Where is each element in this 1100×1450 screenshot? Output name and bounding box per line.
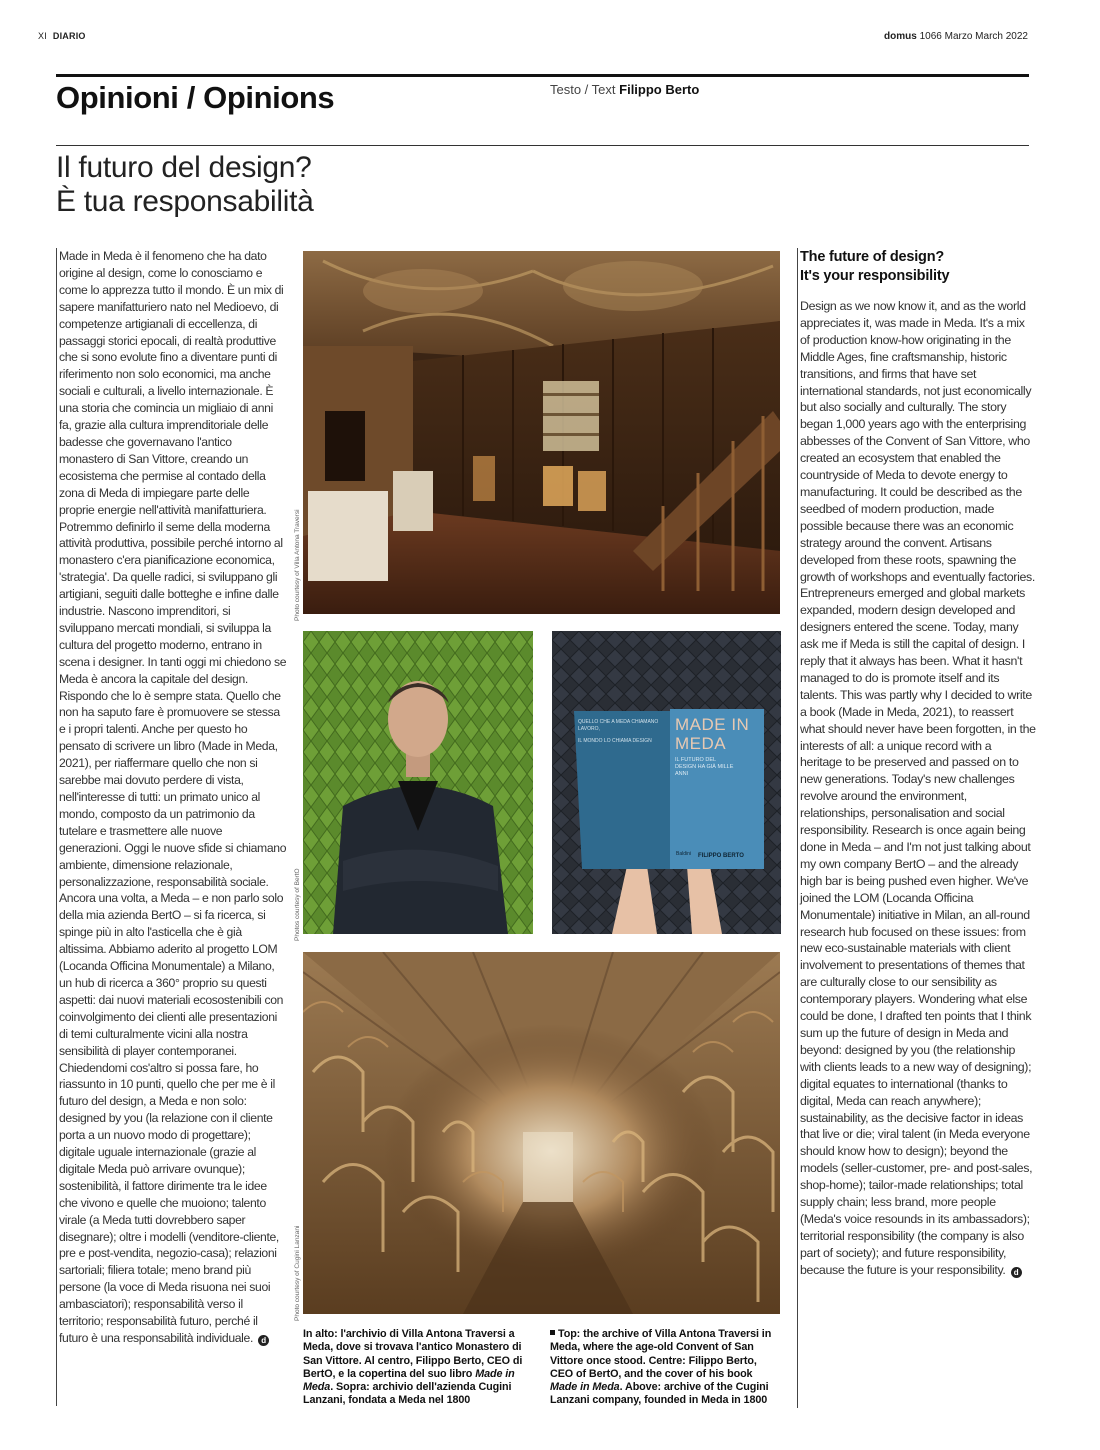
caption-italian-part-2: . Sopra: archivio dell'azienda Cugini Lanzani, fondata a Meda nel 1800 [303, 1381, 512, 1407]
book-photo [552, 631, 781, 934]
book-back-line-1: QUELLO CHE A MEDA CHIAMANO LAVORO, [578, 719, 659, 732]
english-title-line-1: The future of design? [800, 249, 945, 265]
book-publisher: Baldini [676, 851, 692, 857]
english-body-text [800, 298, 1036, 1279]
portrait-photo [303, 631, 533, 934]
folio-right [884, 31, 1028, 42]
archive-room-photo [303, 251, 780, 614]
italian-body-text [59, 248, 287, 1347]
byline-author: Filippo Berto [619, 82, 700, 97]
portrait-illustration [303, 631, 533, 934]
book-author: FILIPPO BERTO [698, 853, 744, 859]
book-title: MADE IN MEDA [675, 715, 750, 753]
section-title: Opinioni / Opinions [56, 80, 335, 115]
caption-english-part-1: Top: the archive of Villa Antona Traversi in Meda, where the age-old Convent of San Vittore once stood. Centre: Filippo Berto, CEO of BertO, and the cover of his book [550, 1328, 772, 1380]
end-mark-icon: d [258, 1335, 269, 1346]
headline-line-1: Il futuro del design? [56, 151, 312, 184]
section-label: DIARIO [52, 31, 86, 41]
italian-column [56, 248, 287, 1406]
caption-english-part-2: . Above: archive of the Cugini Lanzani company, founded in Meda in 1800 [550, 1381, 769, 1407]
caption-english [550, 1328, 782, 1408]
book-back-line-2: IL MONDO LO CHIAMA DESIGN [578, 738, 652, 744]
headline-line-2: È tua responsabilità [56, 185, 314, 218]
byline [550, 82, 699, 97]
end-mark-icon-en: d [1011, 1267, 1022, 1278]
issue-info: 1066 Marzo March 2022 [919, 31, 1028, 42]
caption-bullet-icon [550, 1330, 555, 1335]
english-title [800, 248, 1036, 286]
book-subtitle: IL FUTURO DEL DESIGN HA GIÀ MILLE ANNI [675, 757, 734, 777]
top-rule [56, 74, 1029, 77]
archive-room-illustration [303, 251, 780, 614]
english-title-line-2: It's your responsibility [800, 268, 950, 284]
photo-credit-top: Photo courtesy of Villa Antona Traversi [294, 509, 301, 621]
byline-prefix: Testo / Text [550, 82, 616, 97]
book-back-text [578, 719, 666, 745]
magazine-name: domus [884, 31, 917, 42]
english-column [797, 248, 1036, 1408]
photo-credit-bottom: Photo courtesy of Cugini Lanzani [294, 1225, 301, 1321]
page-number: XI [38, 31, 47, 41]
chair-archive-photo [303, 952, 780, 1314]
caption-english-book: Made in Meda [550, 1381, 620, 1394]
caption-italian [303, 1328, 531, 1408]
headline [56, 151, 314, 219]
chair-archive-illustration [303, 952, 780, 1314]
italian-text: Made in Meda è il fenomeno che ha dato origine al design, come lo conosciamo e come lo apprezza tutto il mondo. È un mix di sapere manifatturiero nato nel Medioevo, di competenze artigianali di eccellenza, di passaggi storici epocali, di realtà produttive che si sono evolute fino a diventare punti di riferimento non solo economici, ma anche sociali e culturali, a livello internazionale. È una storia che comincia un migliaio di anni fa, grazie alla cultura imprenditoriale delle badesse che governavano l'antico monastero di San Vittore, creando un ecosistema che permise al contado della zona di Meda di impiegare parte delle proprie energie nell'attività manifatturiera. Potremmo definirlo il seme della moderna attività produttiva, possibile perché intorno al monastero c'era pianificazione economica, 'strategia'. Da quelle radici, si sviluppano gli artigiani, seguiti dalle botteghe e infine dalle industrie. Nascono imprenditori, si sviluppano mercati mondiali, si sviluppa la cultura del progetto moderno, entrano in scena i designer. In tanti oggi mi chiedono se Meda è ancora la capitale del design. Rispondo che lo è sempre stata. Quello che non ha saputo fare è promuovere se stessa e i propri talenti. Anche per questo ho pensato di scrivere un libro (Made in Meda, 2021), per riaffermare quello che non si sarebbe mai dovuto perdere di vista, nell'interesse di tutti: un primato unico al mondo, composto da un patrimonio da tutelare e trasmettere alle nuove generazioni. Oggi le nuove sfide si chiamano ambiente, dimensione relazionale, personalizzazione, responsabilità sociale. Ancora una volta, a Meda – e non parlo solo della mia azienda BertO – si fa ricerca, si spinge più in alto l'asticella che è già altissima. Abbiamo aderito al progetto LOM (Locanda Officina Monumentale) a Milano, un hub di ricerca a 360° proprio su questi aspetti: dai nuovi materiali ecosostenibili con coinvolgimento dei clienti alle presentazioni di temi culturalmente vicini alla nostra sensibilità di player contemporanei. Chiedendomi cos'altro si possa fare, ho riassunto in 10 punti, quello che per me è il futuro del design, a Meda e non solo: designed by you (la relazione con il cliente porta a un nuovo modo di progettare); digitale uguale internazionale (grazie al digitale Meda può arrivare ovunque); sostenibilità, il fattore dirimente tra le idee che vivono e quelle che muoiono; talento virale (a Meda tutti dovrebbero saper disegnare); oltre i modelli (venditore-cliente, pre e post-vendita, negozio-casa); relazioni sartoriali; filiera totale; meno brand più persone (la voce di Meda risuona nei suoi ambasciatori); responsabilità verso il territorio; responsabilità futuro, perché il futuro è una responsabilità individuale. [59, 249, 287, 1345]
middle-rule [56, 145, 1029, 146]
caption-italian-part-1: In alto: l'archivio di Villa Antona Traversi a Meda, dove si trovava l'antico Monastero di San Vittore. Al centro, Filippo Berto, CEO di BertO, e la copertina del suo libro [303, 1328, 523, 1380]
english-text: Design as we now know it, and as the world appreciates it, was made in Meda. It's a mix of production know-how originating in the Middle Ages, fine craftsmanship, historic transitions, and firms that have set international standards, not just economically but also socially and culturally. The story began 1,000 years ago with the enterprising abbesses of the Convent of San Vittore, who created an ecosystem that enabled the countryside of Meda to devote energy to manufacturing. It could be described as the seedbed of modern production, made possible because there was an economic strategy around the convent. Artisans developed from these roots, spawning the growth of workshops and eventually factories. Entrepreneurs emerged and global markets expanded, modern design developed and designers entered the scene. Today, many ask me if Meda is still the capital of design. I reply that it always has been. What it hasn't managed to do is promote itself and its talents. This was partly why I decided to write a book (Made in Meda, 2021), to reassert what should never have been forgotten, in the interests of all: a unique record with a heritage to be preserved and passed on to new generations. Today's new challenges revolve around the environment, relationships, personalisation and social responsibility. Research is once again being done in Meda – and I'm not just talking about my own company BertO – and the already high bar is being pushed even higher. We've joined the LOM (Locanda Officina Monumentale) initiative in Milan, an all-round research hub focused on these issues: from new eco-sustainable materials with client involvement to presentations of themes that are culturally close to our sensibility as contemporary players. Wondering what else could be done, I drafted ten points that I think sum up the future of design in Meda and beyond: designed by you (the relationship with clients leads to a new way of designing); digital equates to international (thanks to digital, Meda can reach anywhere); sustainability, as the decisive factor in ideas that live or die; viral talent (in Meda everyone should know how to design); beyond the models (seller-customer, pre- and post-sales, shop-home); tailor-made relationships; total supply chain; less brand, more people (Meda's voice resounds in its ambassadors); territorial responsibility (the company is also part of society); and future responsibility, because the future is your responsibility. [800, 299, 1036, 1277]
photo-credit-middle: Photos courtesy of BertO [294, 868, 301, 941]
folio-left [38, 31, 86, 41]
caption-italian-book: Made in Meda [303, 1367, 515, 1394]
book-cover [670, 709, 764, 869]
